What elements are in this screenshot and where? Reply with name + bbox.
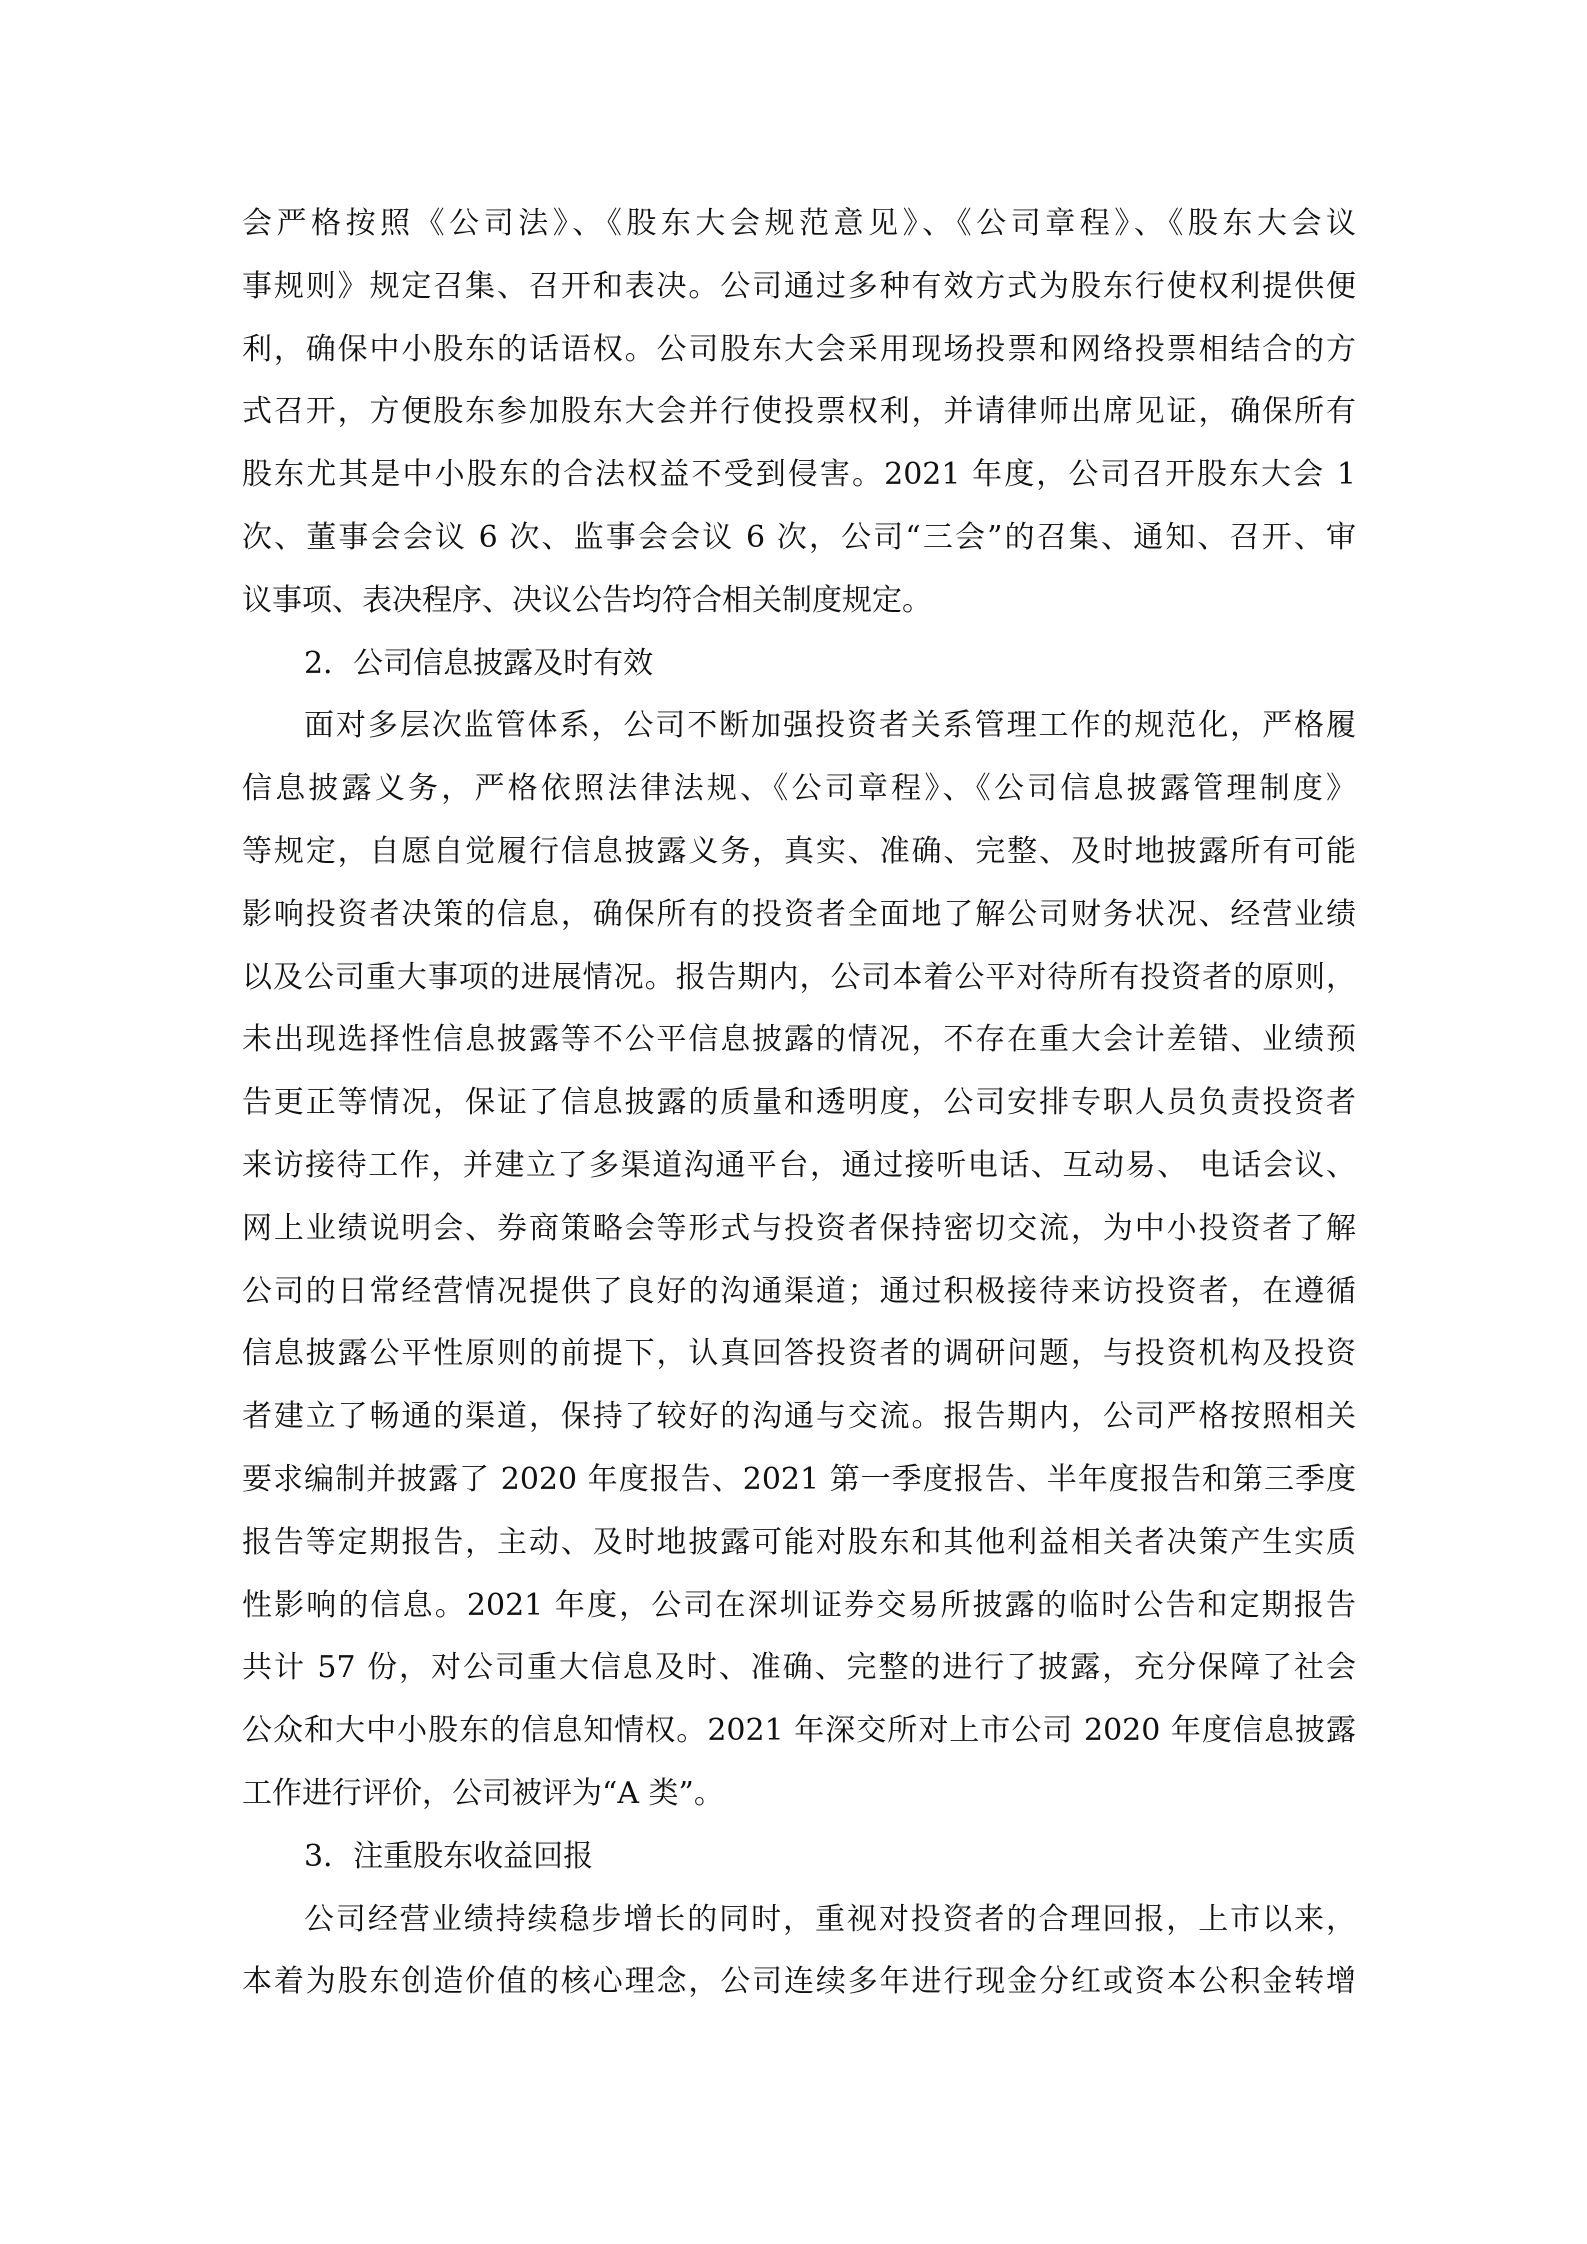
text-line: 次、董事会会议 6 次、监事会会议 6 次，公司“三会”的召集、通知、召开、审 [242, 519, 1356, 555]
text-line: 议事项、表决程序、决议公告均符合相关制度规定。 [242, 582, 932, 618]
text-line: 信息披露义务，严格依照法律法规、《公司章程》、《公司信息披露管理制度》 [242, 771, 1356, 807]
section-heading [242, 633, 1356, 696]
text-line: 股东尤其是中小股东的合法权益不受到侵害。2021 年度，公司召开股东大会 1 [242, 457, 1356, 493]
paragraph [242, 695, 1356, 1825]
heading-text: 3．注重股东收益回报 [304, 1838, 594, 1874]
text-line: 性影响的信息。2021 年度，公司在深圳证券交易所披露的临时公告和定期报告 [242, 1587, 1356, 1623]
text-line: 公众和大中小股东的信息知情权。2021 年深交所对上市公司 2020 年度信息披露 [242, 1713, 1356, 1749]
text-line: 等规定，自愿自觉履行信息披露义务，真实、准确、完整、及时地披露所有可能 [242, 833, 1356, 869]
text-line: 式召开，方便股东参加股东大会并行使投票权利，并请律师出席见证，确保所有 [242, 394, 1356, 430]
text-line: 信息披露公平性原则的前提下，认真回答投资者的调研问题，与投资机构及投资 [242, 1336, 1356, 1372]
text-line: 来访接待工作，并建立了多渠道沟通平台，通过接听电话、互动易、 电话会议、 [242, 1147, 1356, 1183]
text-line: 事规则》规定召集、召开和表决。公司通过多种有效方式为股东行使权利提供便 [242, 268, 1356, 304]
text-line: 公司经营业绩持续稳步增长的同时，重视对投资者的合理回报，上市以来， [304, 1901, 1356, 1937]
text-line: 本着为股东创造价值的核心理念，公司连续多年进行现金分红或资本公积金转增 [242, 1964, 1356, 2000]
text-line: 会严格按照《公司法》、《股东大会规范意见》、《公司章程》、《股东大会议 [242, 206, 1356, 241]
text-line: 公司的日常经营情况提供了良好的沟通渠道；通过积极接待来访投资者，在遵循 [242, 1273, 1356, 1309]
text-line: 工作进行评价，公司被评为“A 类”。 [242, 1775, 724, 1811]
text-line: 者建立了畅通的渠道，保持了较好的沟通与交流。报告期内，公司严格按照相关 [242, 1399, 1356, 1435]
section-heading [242, 1826, 1356, 1889]
text-line: 要求编制并披露了 2020 年度报告、2021 第一季度报告、半年度报告和第三季度 [242, 1461, 1356, 1497]
text-line: 共计 57 份，对公司重大信息及时、准确、完整的进行了披露，充分保障了社会 [242, 1650, 1356, 1686]
document-page [242, 193, 1356, 2014]
paragraph [242, 1889, 1356, 2015]
text-line: 影响投资者决策的信息，确保所有的投资者全面地了解公司财务状况、经营业绩 [242, 896, 1356, 932]
heading-text: 2．公司信息披露及时有效 [304, 645, 654, 681]
text-line: 报告等定期报告，主动、及时地披露可能对股东和其他利益相关者决策产生实质 [242, 1524, 1356, 1560]
text-line: 面对多层次监管体系，公司不断加强投资者关系管理工作的规范化，严格履 [304, 708, 1356, 744]
paragraph [242, 193, 1356, 633]
text-line: 告更正等情况，保证了信息披露的质量和透明度，公司安排专职人员负责投资者 [242, 1085, 1356, 1121]
text-line: 网上业绩说明会、券商策略会等形式与投资者保持密切交流，为中小投资者了解 [242, 1210, 1356, 1246]
text-line: 利，确保中小股东的话语权。公司股东大会采用现场投票和网络投票相结合的方 [242, 331, 1356, 367]
text-line: 未出现选择性信息披露等不公平信息披露的情况，不存在重大会计差错、业绩预 [242, 1022, 1356, 1058]
text-line: 以及公司重大事项的进展情况。报告期内，公司本着公平对待所有投资者的原则， [242, 959, 1356, 995]
